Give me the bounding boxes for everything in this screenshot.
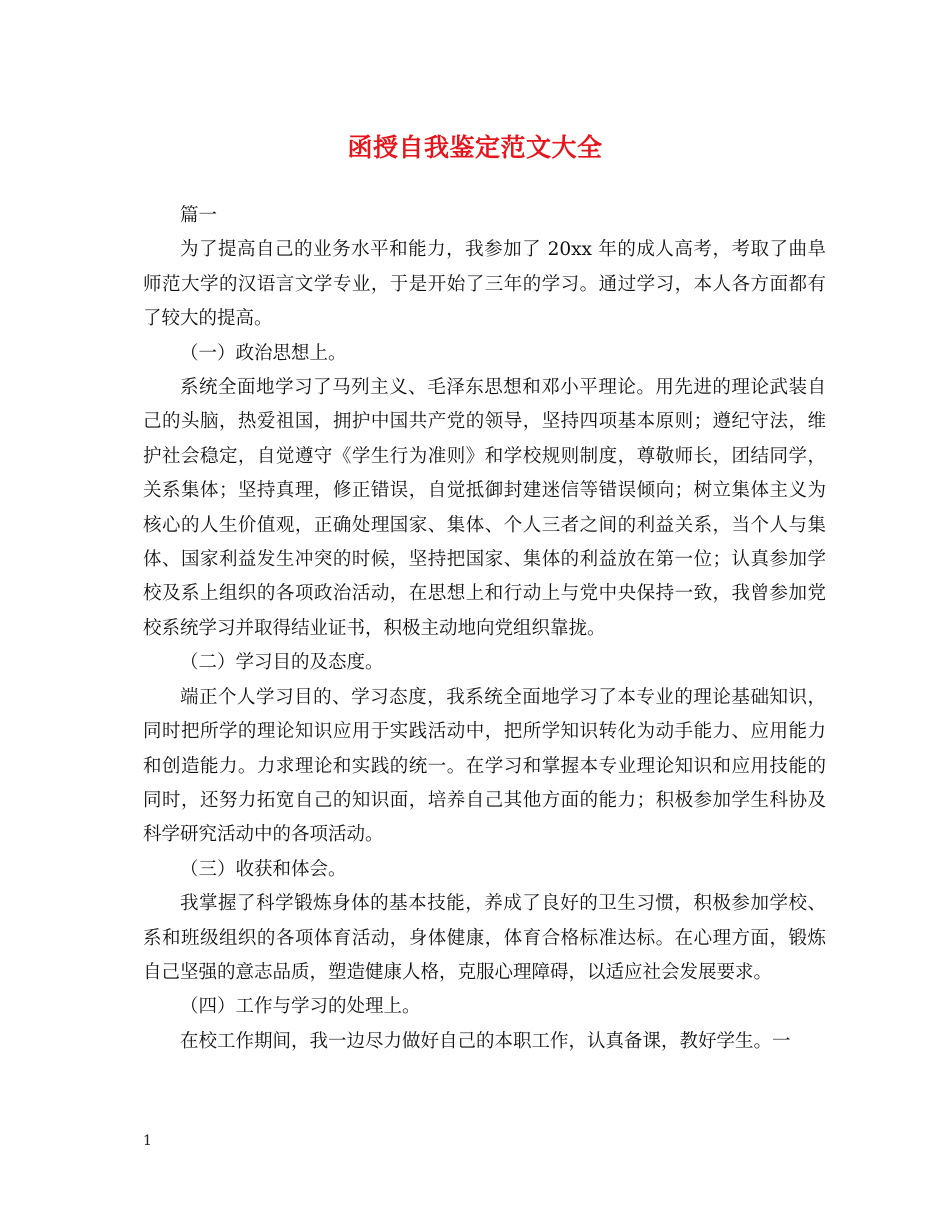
document-title: 函授自我鉴定范文大全 [347,133,603,162]
subsection-heading: （一）政治思想上。 [180,342,347,364]
paragraph: 为了提高自己的业务水平和能力，我参加了 20xx 年的成人高考，考取了曲阜师范大学的汉语言文学专业，于是开始了三年的学习。通过学习，本人各方面都有了较大的提高。 [143,239,826,330]
page-number: 1 [143,1133,152,1149]
subsection-heading: （二）学习目的及态度。 [180,652,384,674]
paragraph: 端正个人学习目的、学习态度，我系统全面地学习了本专业的理论基础知识，同时把所学的理论知识应用于实践活动中，把所学知识转化为动手能力、应用能力和创造能力。力求理论和实践的统一。在学习和掌握本专业理论知识和应用技能的同时，还努力拓宽自己的知识面，培养自己其他方面的能力；积极参加学生科协及科学研究活动中的各项活动。 [143,686,826,846]
paragraph: 系统全面地学习了马列主义、毛泽东思想和邓小平理论。用先进的理论武装自己的头脑，热爱祖国，拥护中国共产党的领导，坚持四项基本原则；遵纪守法，维护社会稳定，自觉遵守《学生行为准则》和学校规则制度，尊敬师长，团结同学，关系集体；坚持真理，修正错误，自觉抵御封建迷信等错误倾向；树立集体主义为核心的人生价值观，正确处理国家、集体、个人三者之间的利益关系，当个人与集体、国家利益发生冲突的时候，坚持把国家、集体的利益放在第一位；认真参加学校及系上组织的各项政治活动，在思想上和行动上与党中央保持一致，我曾参加党校系统学习并取得结业证书，积极主动地向党组织靠拢。 [143,377,826,639]
document-body [143,199,826,1059]
subsection-heading: （三）收获和体会。 [180,858,347,880]
paragraph: 在校工作期间，我一边尽力做好自己的本职工作，认真备课，教好学生。一 [180,1030,791,1052]
subsection-heading: （四）工作与学习的处理上。 [180,996,421,1018]
paragraph: 我掌握了科学锻炼身体的基本技能，养成了良好的卫生习惯，积极参加学校、系和班级组织的各项体育活动，身体健康，体育合格标准达标。在心理方面，锻炼自己坚强的意志品质，塑造健康人格，克服心理障碍，以适应社会发展要求。 [143,893,826,983]
section-heading: 篇一 [180,205,218,226]
